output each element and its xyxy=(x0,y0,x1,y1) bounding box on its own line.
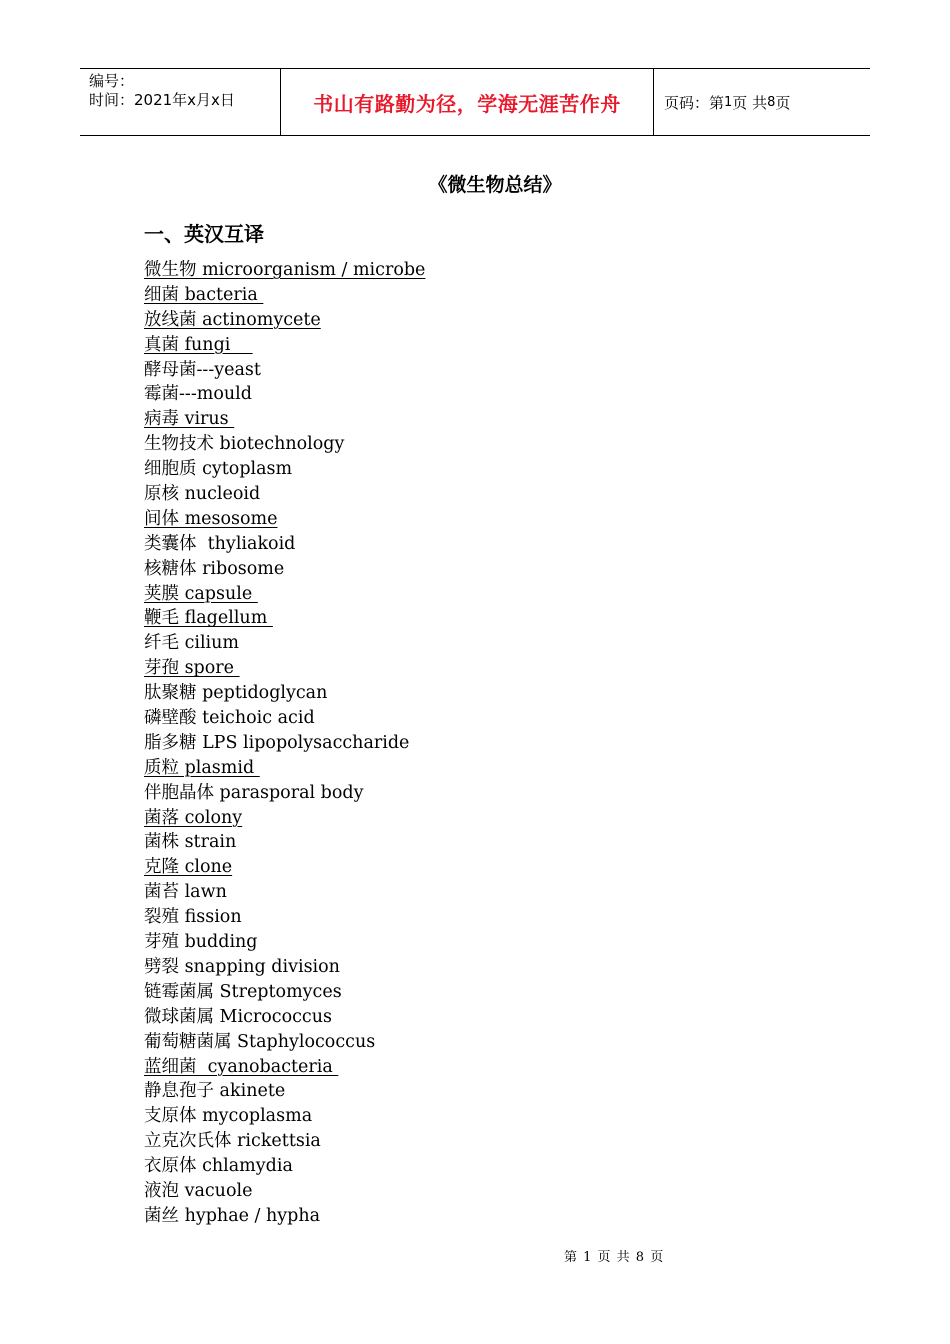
term-text: 微球菌属 Micrococcus xyxy=(144,1006,332,1027)
term-item xyxy=(144,457,425,482)
term-item xyxy=(144,631,425,656)
term-item xyxy=(144,1030,425,1055)
page-footer: 第 1 页 共 8 页 xyxy=(564,1250,665,1265)
term-text: 芽孢 spore xyxy=(144,658,240,679)
term-item xyxy=(144,706,425,731)
term-item xyxy=(144,781,425,806)
term-item xyxy=(144,756,425,781)
term-text: 类囊体 thyliakoid xyxy=(144,533,296,554)
term-text: 质粒 plasmid xyxy=(144,757,260,778)
term-text: 细菌 bacteria xyxy=(144,284,264,305)
term-item xyxy=(144,1154,425,1179)
term-text: 脂多糖 LPS lipopolysaccharide xyxy=(144,732,410,753)
term-text: 生物技术 biotechnology xyxy=(144,434,345,455)
term-item xyxy=(144,855,425,880)
term-item xyxy=(144,432,425,457)
number-label: 编号： xyxy=(89,72,135,90)
term-text: 蓝细菌 cyanobacteria xyxy=(144,1056,339,1077)
term-item xyxy=(144,1104,425,1129)
page-label: 页码：第 xyxy=(664,93,725,112)
term-item xyxy=(144,482,425,507)
term-item xyxy=(144,731,425,756)
header-table xyxy=(80,68,870,136)
term-item xyxy=(144,258,425,283)
term-text: 原核 nucleoid xyxy=(144,484,272,505)
term-item xyxy=(144,557,425,582)
page-total: 8 xyxy=(767,94,776,110)
term-text: 菌丝 hyphae / hypha xyxy=(144,1205,321,1226)
term-text: 链霉菌属 Streptomyces xyxy=(144,981,342,1002)
term-item xyxy=(144,1079,425,1104)
term-text: 微生物 microorganism / microbe xyxy=(144,260,426,280)
term-list xyxy=(144,258,425,1229)
term-text: 霉菌---mould xyxy=(144,384,252,405)
term-item xyxy=(144,930,425,955)
term-text: 立克次氏体 rickettsia xyxy=(144,1131,321,1152)
term-text: 酵母菌---yeast xyxy=(144,359,261,380)
term-item xyxy=(144,283,425,308)
term-item xyxy=(144,1005,425,1030)
term-text: 液泡 vacuole xyxy=(144,1180,253,1201)
page-mid: 页 共 xyxy=(732,93,768,112)
page-current: 1 xyxy=(724,94,733,110)
header-motto-cell xyxy=(281,69,654,135)
term-item xyxy=(144,905,425,930)
term-text: 伴胞晶体 parasporal body xyxy=(144,782,364,803)
term-item xyxy=(144,1179,425,1204)
term-text: 病毒 virus xyxy=(144,409,235,430)
term-item xyxy=(144,606,425,631)
date-label: 时间：2021年x月x日 xyxy=(89,91,235,109)
term-text: 荚膜 capsule xyxy=(144,583,258,604)
term-text: 真菌 fungi xyxy=(144,334,253,355)
term-text: 克隆 clone xyxy=(144,857,233,878)
term-text: 间体 mesosome xyxy=(144,508,278,529)
motto-text: 书山有路勤为径，学海无涯苦作舟 xyxy=(313,91,621,116)
header-page-cell xyxy=(654,69,870,135)
term-item xyxy=(144,532,425,557)
term-item xyxy=(144,382,425,407)
term-text: 菌苔 lawn xyxy=(144,882,227,903)
term-item xyxy=(144,582,425,607)
term-text: 劈裂 snapping division xyxy=(144,956,340,977)
term-item xyxy=(144,333,425,358)
term-text: 肽聚糖 peptidoglycan xyxy=(144,683,328,704)
term-item xyxy=(144,681,425,706)
term-item xyxy=(144,407,425,432)
term-item xyxy=(144,1129,425,1154)
term-text: 细胞质 cytoplasm xyxy=(144,459,293,480)
page-end: 页 xyxy=(775,93,791,112)
term-item xyxy=(144,1055,425,1080)
term-text: 菌落 colony xyxy=(144,807,243,828)
term-text: 菌株 strain xyxy=(144,832,237,853)
term-item xyxy=(144,830,425,855)
term-text: 纤毛 cilium xyxy=(144,633,240,654)
term-item xyxy=(144,656,425,681)
term-text: 衣原体 chlamydia xyxy=(144,1156,293,1177)
term-text: 放线菌 actinomycete xyxy=(144,309,321,330)
header-meta-cell xyxy=(80,69,281,135)
term-item xyxy=(144,308,425,333)
document-title: 《微生物总结》 xyxy=(428,174,562,196)
term-text: 磷壁酸 teichoic acid xyxy=(144,708,315,729)
section-heading: 一、英汉互译 xyxy=(144,222,264,246)
term-item xyxy=(144,1204,425,1229)
term-item xyxy=(144,358,425,383)
term-text: 芽殖 budding xyxy=(144,932,258,953)
term-text: 葡萄糖菌属 Staphylococcus xyxy=(144,1031,376,1052)
term-item xyxy=(144,880,425,905)
term-text: 静息孢子 akinete xyxy=(144,1081,286,1102)
term-item xyxy=(144,955,425,980)
term-text: 核糖体 ribosome xyxy=(144,558,285,579)
term-text: 支原体 mycoplasma xyxy=(144,1106,313,1127)
term-item xyxy=(144,507,425,532)
term-text: 鞭毛 flagellum xyxy=(144,608,273,629)
term-item xyxy=(144,806,425,831)
term-text: 裂殖 fission xyxy=(144,907,242,928)
term-item xyxy=(144,980,425,1005)
